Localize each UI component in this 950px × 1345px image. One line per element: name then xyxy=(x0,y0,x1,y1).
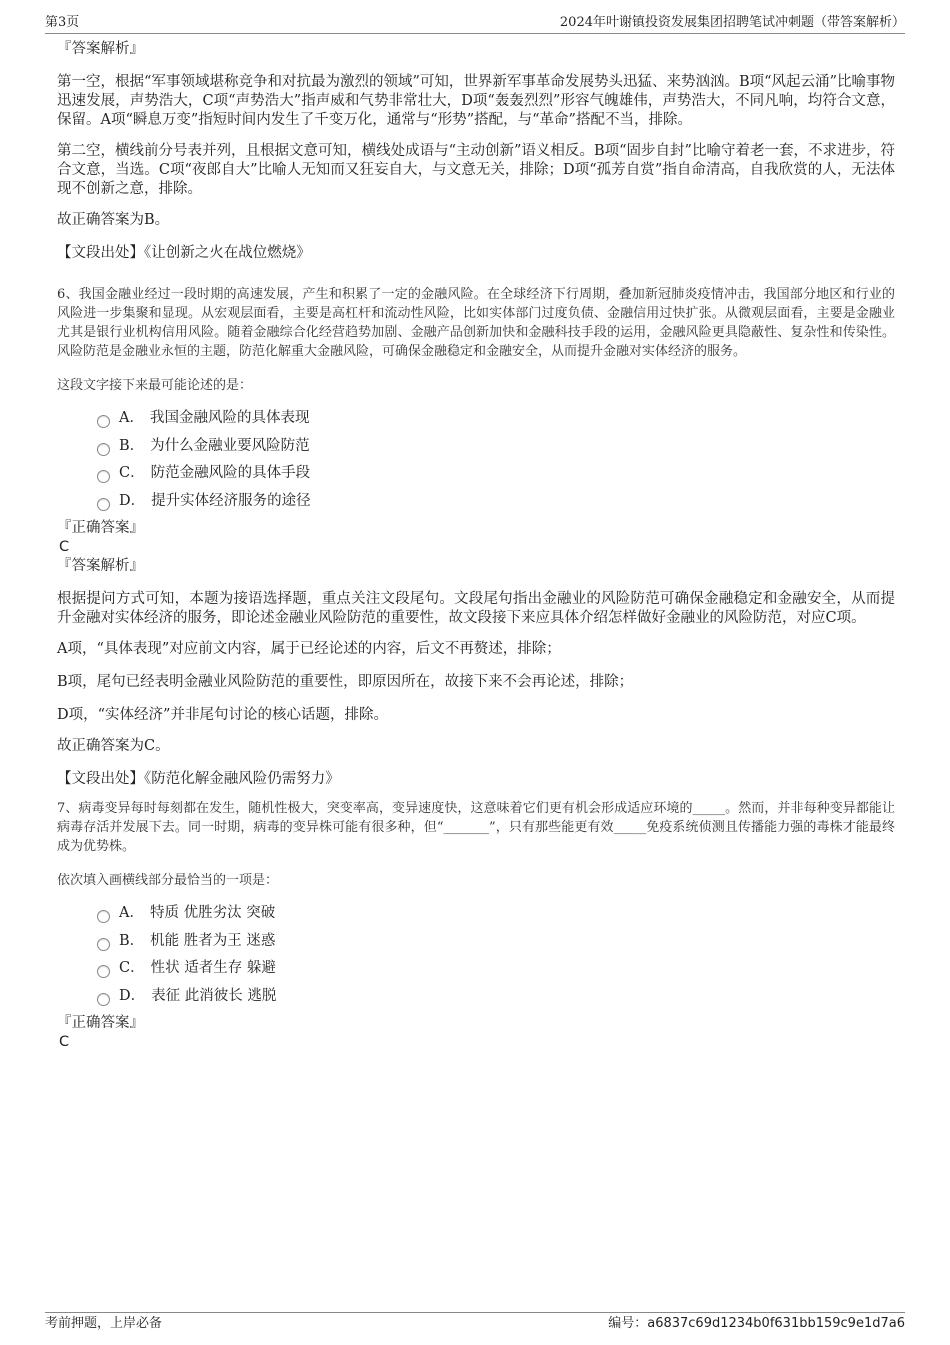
option-letter: C． xyxy=(119,465,145,482)
radio-button-icon[interactable] xyxy=(97,443,110,456)
question-text: 7、病毒变异每时每刻都在发生，随机性极大，突变率高，变异速度快，这意味着它们更有机会形成适应环境的_____。然而，并非每种变异都能让病毒存活并发展下去。同一时期，病毒的变异株可能有很多种，但“_______”，只有那些能更有效_____免疫系统侦测且传播能力强的毒株才能最终成为优势株。 xyxy=(57,801,895,854)
correct-answer-label: 『正确答案』 xyxy=(57,1015,144,1031)
analysis-paragraph: B项，尾句已经表明金融业风险防范的重要性，即原因所在，故接下来不会再论述，排除； xyxy=(57,674,634,690)
radio-button-icon[interactable] xyxy=(97,470,110,483)
option-text: 我国金融风险的具体表现 xyxy=(149,410,310,427)
question-prompt: 依次填入画横线部分最恰当的一项是： xyxy=(57,873,279,888)
code-value: a6837c69d1234b0f631bb159c9e1d7a6 xyxy=(647,1316,905,1331)
option-letter: A． xyxy=(119,410,144,427)
option-list xyxy=(57,405,895,515)
analysis-conclusion: 故正确答案为B。 xyxy=(57,212,170,228)
radio-button-icon[interactable] xyxy=(97,965,110,978)
radio-button-icon[interactable] xyxy=(97,993,110,1006)
page-footer xyxy=(45,1312,905,1331)
option-text: 防范金融风险的具体手段 xyxy=(150,465,311,482)
page-header xyxy=(45,14,905,34)
option-text: 性状 适者生存 躲避 xyxy=(150,960,276,977)
analysis-paragraph: 根据提问方式可知，本题为接语选择题，重点关注文段尾句。文段尾句指出金融业的风险防范可确保金融稳定和金融安全，从而提升金融对实体经济的服务，即论述金融业风险防范的重要性，故文段接下来应具体介绍怎样做好金融业的风险防范，对应C项。 xyxy=(57,591,895,626)
analysis-paragraph: D项，“实体经济”并非尾句讨论的核心话题，排除。 xyxy=(57,707,388,723)
correct-answer-label: 『正确答案』 xyxy=(57,520,144,536)
question-text: 6、我国金融业经过一段时期的高速发展，产生和积累了一定的金融风险。在全球经济下行周期，叠加新冠肺炎疫情冲击，我国部分地区和行业的风险进一步集聚和显现。从宏观层面看，主要是高杠杆和流动性风险，比如实体部门过度负债、金融信用过快扩张。从微观层面看，主要是金融业尤其是银行业机构信用风险。随着金融综合化经营趋势加剧、金融产品创新加快和金融科技手段的运用，金融风险更具隐蔽性、复杂性和传染性。风险防范是金融业永恒的主题，防范化解重大金融风险，可确保金融稳定和金融安全，从而提升金融对实体经济的服务。 xyxy=(57,287,895,359)
source-reference: 【文段出处】《让创新之火在战位燃烧》 xyxy=(57,245,311,261)
option-letter: D． xyxy=(119,987,146,1004)
option-c[interactable] xyxy=(97,955,895,983)
option-letter: A． xyxy=(119,905,144,922)
option-letter: C． xyxy=(119,960,145,977)
radio-button-icon[interactable] xyxy=(97,498,110,511)
option-list xyxy=(57,900,895,1010)
analysis-paragraph: A项，“具体表现”对应前文内容，属于已经论述的内容，后文不再赘述，排除； xyxy=(57,641,561,657)
analysis-paragraph: 第一空，根据“军事领域堪称竞争和对抗最为激烈的领域”可知，世界新军事革命发展势头迅猛、来势汹汹。B项“风起云涌”比喻事物迅速发展，声势浩大，C项“声势浩大”指声威和气势非常壮大，D项“轰轰烈烈”形容气魄雄伟，声势浩大，不同凡响，均符合文意，保留。A项“瞬息万变”指短时间内发生了千变万化，通常与“形势”搭配，与“革命”搭配不当，排除。 xyxy=(57,74,895,128)
radio-button-icon[interactable] xyxy=(97,910,110,923)
source-reference: 【文段出处】《防范化解金融风险仍需努力》 xyxy=(57,771,340,787)
option-letter: D． xyxy=(119,492,146,509)
code-label: 编号： xyxy=(608,1316,648,1331)
analysis-label: 『答案解析』 xyxy=(57,41,144,57)
analysis-label: 『答案解析』 xyxy=(57,558,144,574)
option-d[interactable] xyxy=(97,488,895,516)
option-text: 提升实体经济服务的途径 xyxy=(151,492,311,509)
analysis-conclusion: 故正确答案为C。 xyxy=(57,738,170,754)
document-title: 2024年叶谢镇投资发展集团招聘笔试冲刺题（带答案解析） xyxy=(559,15,905,30)
option-d[interactable] xyxy=(97,983,895,1011)
option-a[interactable] xyxy=(97,405,895,433)
option-text: 表征 此消彼长 逃脱 xyxy=(151,987,277,1004)
option-text: 为什么金融业要风险防范 xyxy=(150,437,310,454)
option-b[interactable] xyxy=(97,928,895,956)
option-letter: B． xyxy=(119,932,145,949)
correct-answer: C xyxy=(59,1034,70,1050)
page-number: 第3页 xyxy=(45,15,80,30)
option-a[interactable] xyxy=(97,900,895,928)
option-c[interactable] xyxy=(97,460,895,488)
option-text: 特质 优胜劣汰 突破 xyxy=(149,905,276,922)
analysis-paragraph: 第二空，横线前分号表并列，且根据文意可知，横线处成语与“主动创新”语义相反。B项“固步自封”比喻守着老一套，不求进步，符合文意，当选。C项“夜郎自大”比喻人无知而又狂妄自大，与文意无关，排除；D项“孤芳自赏”指自命清高，自我欣赏的人，无法体现不创新之意，排除。 xyxy=(57,143,895,197)
radio-button-icon[interactable] xyxy=(97,415,110,428)
option-text: 机能 胜者为王 迷惑 xyxy=(150,932,276,949)
option-b[interactable] xyxy=(97,433,895,461)
radio-button-icon[interactable] xyxy=(97,938,110,951)
page-content xyxy=(57,40,895,1052)
document-code xyxy=(608,1316,905,1332)
correct-answer: C xyxy=(59,539,70,555)
footer-slogan: 考前押题，上岸必备 xyxy=(45,1316,163,1331)
question-prompt: 这段文字接下来最可能论述的是： xyxy=(57,378,253,393)
option-letter: B． xyxy=(119,437,145,454)
